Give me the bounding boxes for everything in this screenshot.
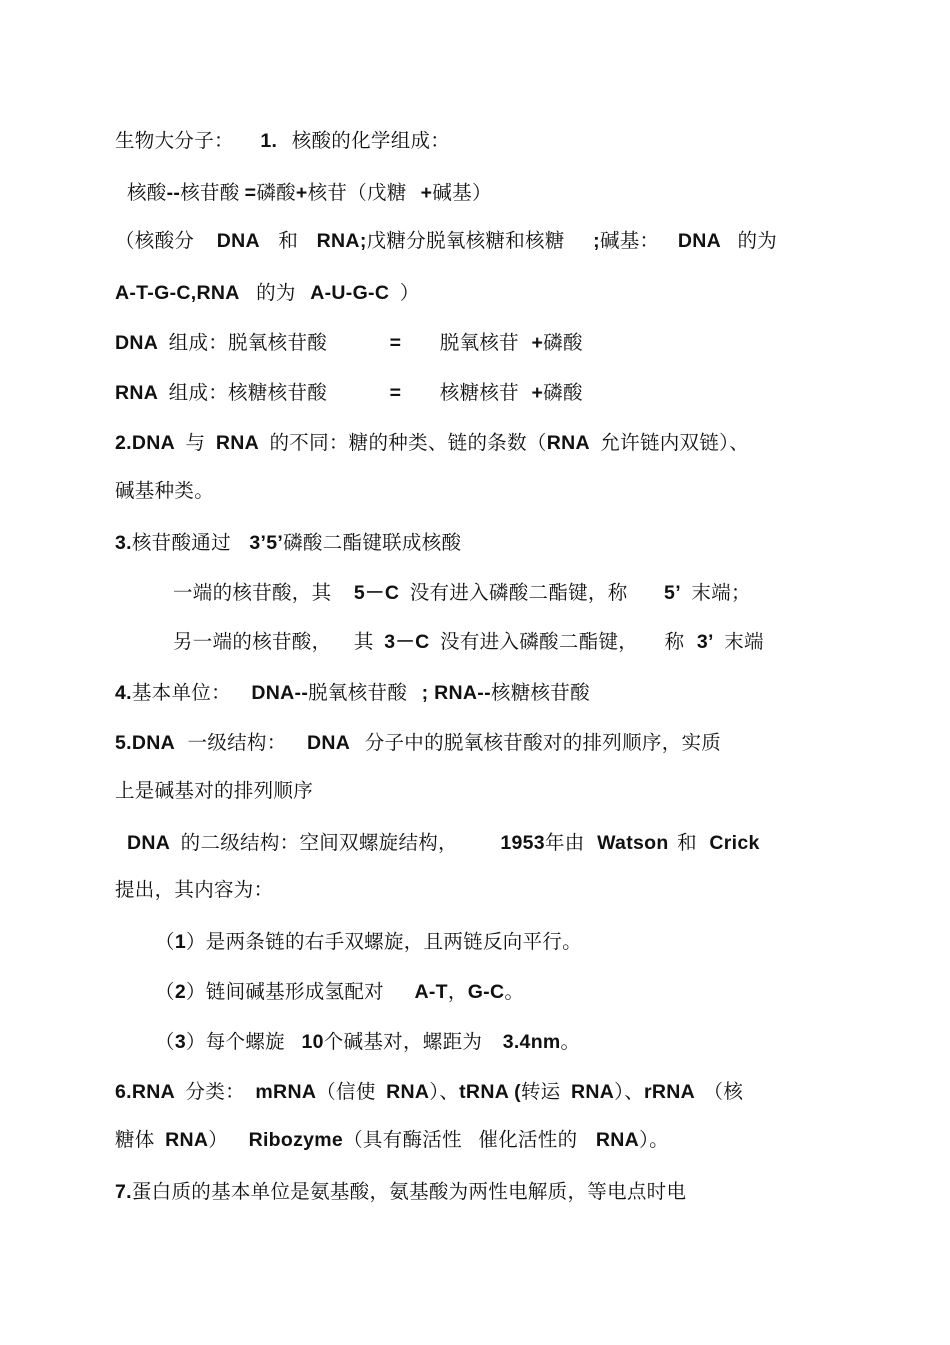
text: 。 (560, 1030, 581, 1053)
text: 7. (115, 1181, 132, 1203)
line-5 (115, 327, 583, 359)
text: 3－C (384, 631, 430, 653)
text: 年由 (544, 831, 585, 854)
text: RNA (165, 1129, 209, 1151)
text: 1953 (500, 832, 545, 854)
text: 允许链内双链）、 (600, 431, 749, 454)
text: 核苷（戊糖 (307, 181, 407, 204)
line-19 (155, 1026, 580, 1058)
text: DNA-- (251, 682, 309, 704)
text: A-T (414, 981, 448, 1003)
text: ）、 (429, 1080, 460, 1103)
text: 末端 (724, 630, 764, 653)
line-16 (115, 874, 273, 906)
line-18 (155, 976, 524, 1008)
text: mRNA (255, 1081, 317, 1103)
text: 其 (353, 630, 374, 653)
text: 5’ (664, 582, 681, 604)
text: 磷酸 (543, 381, 583, 404)
line-4 (115, 277, 420, 309)
text: 核酸的化学组成： (291, 129, 451, 152)
text: 核糖核苷 (439, 381, 519, 404)
text: 个碱基对，螺距为 (323, 1030, 483, 1053)
text: 核苷酸 (180, 181, 240, 204)
line-1 (115, 125, 450, 157)
line-20 (115, 1076, 743, 1108)
text: （ (155, 980, 175, 1003)
text: ） (399, 281, 420, 304)
text: 碱基： (599, 229, 660, 252)
text: DNA (216, 230, 260, 252)
text: 上是碱基对的排列顺序 (115, 779, 314, 802)
text: 与 (185, 431, 206, 454)
text: 10 (301, 1031, 324, 1053)
text: Crick (709, 832, 760, 854)
text: 脱氧核苷酸 (308, 681, 408, 704)
text: （核酸分 (115, 229, 195, 252)
text: （具有酶活性 (343, 1128, 462, 1151)
text: DNA (307, 732, 351, 754)
text: RNA (386, 1081, 430, 1103)
text: 2.DNA (115, 432, 176, 454)
text: RNA; (316, 230, 367, 252)
text: 提出，其内容为： (115, 878, 274, 901)
text: 一端的核苷酸，其 (173, 581, 332, 604)
line-11 (173, 626, 764, 658)
text: 生物大分子： (115, 129, 234, 152)
text: 没有进入磷酸二酯键，称 (409, 581, 628, 604)
text: rRNA (644, 1081, 696, 1103)
text: 的为 (737, 229, 778, 252)
text: tRNA ( (459, 1081, 521, 1103)
text: 3 (174, 1031, 186, 1053)
text: 一级结构： (187, 731, 287, 754)
text: 核酸 (127, 181, 167, 204)
text: 末端； (691, 581, 751, 604)
line-22 (115, 1176, 686, 1208)
line-13 (115, 727, 721, 759)
text: ）、 (614, 1080, 644, 1103)
text: 3. (115, 532, 132, 554)
text: + (531, 382, 544, 404)
text: 4. (115, 682, 132, 704)
text: 1 (174, 931, 186, 953)
line-12 (115, 677, 590, 709)
text: ）链间碱基形成氢配对 (185, 980, 384, 1003)
text: 。 (504, 980, 525, 1003)
text: 没有进入磷酸二酯键， (440, 630, 639, 653)
text: = (389, 382, 402, 404)
line-17 (155, 926, 582, 958)
text: 分类： (185, 1080, 245, 1103)
line-21 (115, 1124, 669, 1156)
line-14 (115, 775, 313, 807)
line-6 (115, 377, 583, 409)
text: DNA (127, 832, 171, 854)
text: -- (166, 182, 181, 204)
text: 碱基种类。 (115, 479, 215, 502)
text: 核糖核苷酸 (490, 681, 590, 704)
text: 2 (174, 981, 186, 1003)
text: 的为 (256, 281, 296, 304)
text: A-T-G-C,RNA (115, 282, 240, 304)
text: + (531, 332, 544, 354)
line-15 (127, 827, 760, 859)
line-7 (115, 427, 749, 459)
text: RNA (115, 382, 159, 404)
text: + (295, 182, 308, 204)
text: ， (447, 980, 468, 1003)
text: Ribozyme (248, 1129, 344, 1151)
text: 的不同：糖的种类、链的条数（ (269, 431, 547, 454)
text: ）是两条链的右手双螺旋，且两链反向平行。 (185, 930, 582, 953)
text: RNA (570, 1081, 615, 1103)
text: 组成：核糖核苷酸 (168, 381, 328, 404)
line-8 (115, 475, 214, 507)
text: ; (593, 230, 600, 252)
text: 糖体 (115, 1128, 155, 1151)
text: 5－C (353, 582, 400, 604)
line-2 (127, 177, 492, 209)
text: DNA (115, 332, 159, 354)
text: G-C (467, 981, 505, 1003)
text: RNA (595, 1129, 640, 1151)
text: 碱基） (432, 181, 492, 204)
line-3 (115, 225, 777, 257)
text: （信使 (316, 1080, 376, 1103)
text: 分子中的脱氧核苷酸对的排列顺序，实质 (364, 731, 722, 754)
text: 3’ (696, 631, 714, 653)
text: 和 (278, 229, 299, 252)
text: 戊糖分脱氧核糖和核糖 (366, 229, 565, 252)
text: 5.DNA (115, 732, 176, 754)
text: 3’5’ (249, 532, 284, 554)
text: 蛋白质的基本单位是氨基酸，氨基酸为两性电解质，等电点时电 (131, 1180, 687, 1203)
text: 核苷酸通过 (131, 531, 231, 554)
text: ）每个螺旋 (185, 1030, 285, 1053)
text: 磷酸二酯键联成核酸 (283, 531, 462, 554)
text: DNA (677, 230, 721, 252)
text: RNA (215, 432, 259, 454)
text: 1. (260, 130, 278, 152)
text: ; RNA-- (421, 682, 491, 704)
text: ） (208, 1128, 229, 1151)
text: 的二级结构：空间双螺旋结构， (180, 831, 458, 854)
text: 基本单位： (131, 681, 231, 704)
text: 3.4nm (502, 1031, 561, 1053)
text: 组成：脱氧核苷酸 (168, 331, 328, 354)
text: 6.RNA (115, 1081, 176, 1103)
text: 称 (664, 630, 685, 653)
text: 和 (677, 831, 697, 854)
text: = (244, 182, 257, 204)
text: 另一端的核苷酸， (173, 630, 332, 653)
text: （核 (703, 1080, 744, 1103)
text: = (389, 332, 402, 354)
line-10 (173, 577, 751, 609)
text: （ (155, 1030, 175, 1053)
text: Watson (597, 832, 669, 854)
text: 磷酸 (256, 181, 296, 204)
text: + (420, 182, 433, 204)
text: ）。 (639, 1128, 669, 1151)
text: 磷酸 (543, 331, 583, 354)
text: （ (155, 930, 175, 953)
text: A-U-G-C (310, 282, 390, 304)
text: 催化活性的 (478, 1128, 578, 1151)
line-9 (115, 527, 461, 559)
text: 转运 (520, 1080, 561, 1103)
text: RNA (546, 432, 590, 454)
text: 脱氧核苷 (439, 331, 519, 354)
